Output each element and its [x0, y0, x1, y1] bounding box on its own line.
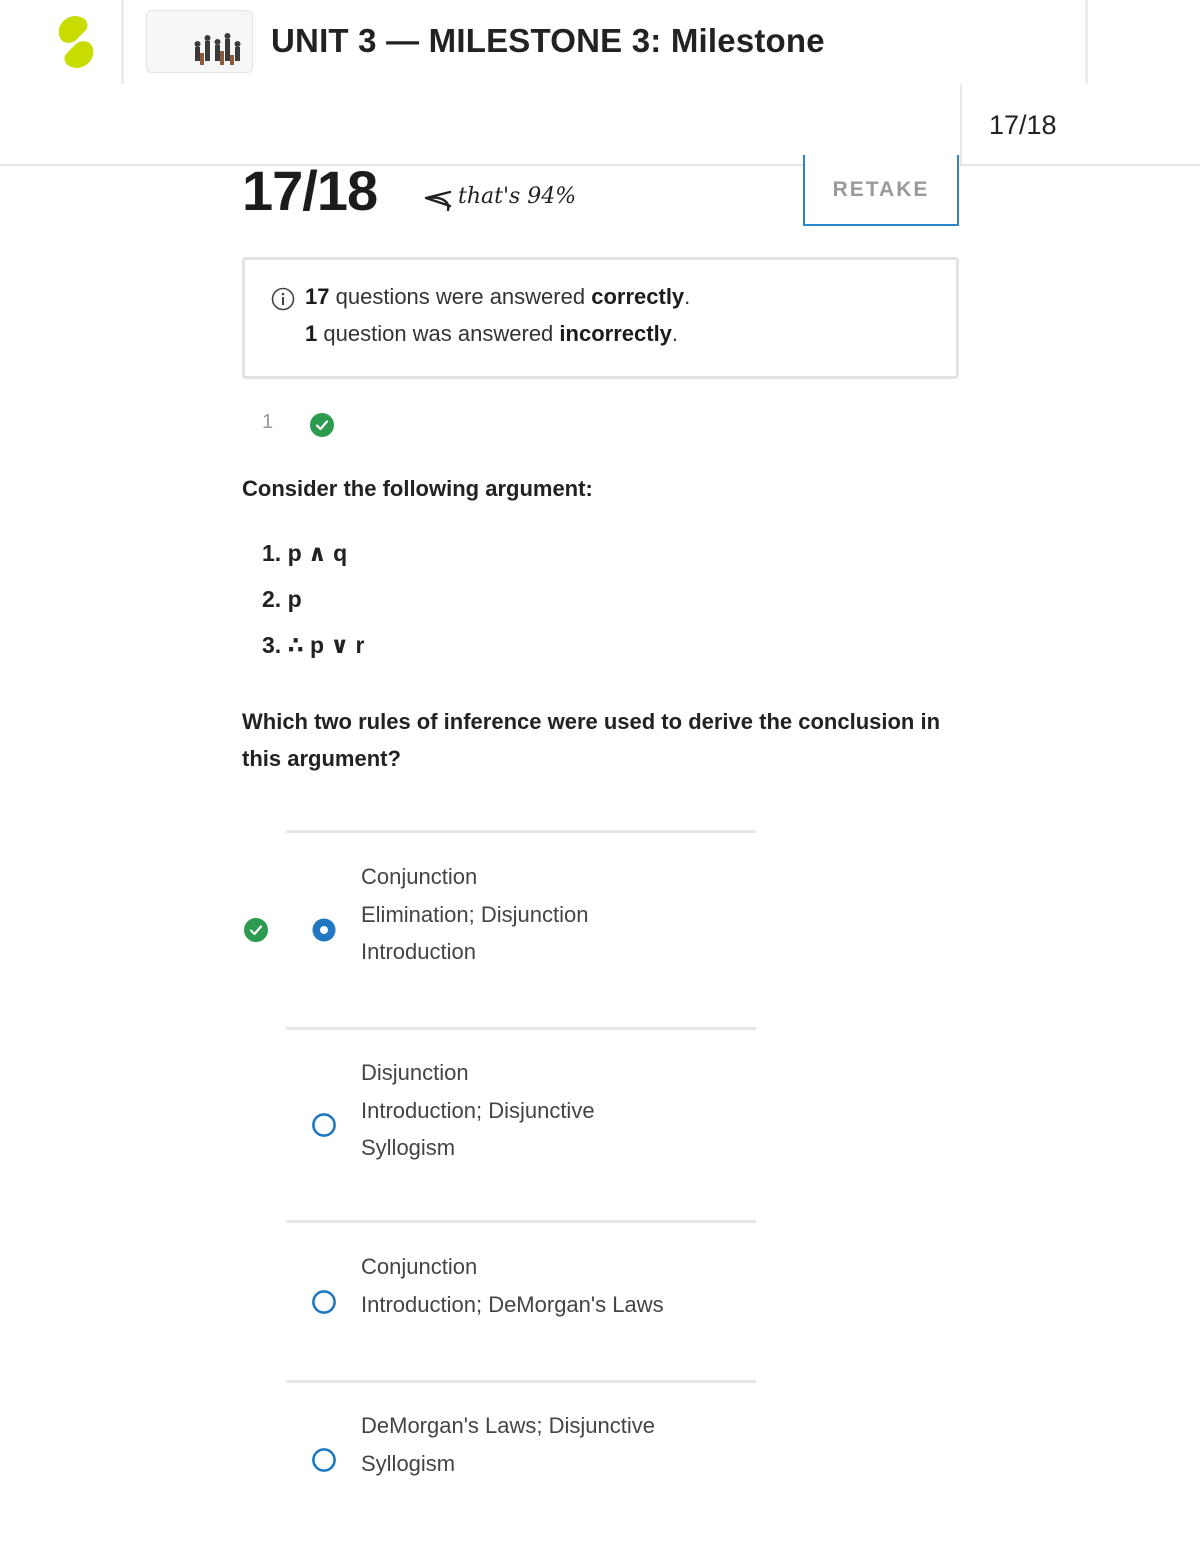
score-bar — [0, 84, 1200, 166]
page-title: UNIT 3 — MILESTONE 3: Milestone — [271, 22, 825, 59]
score-divider — [960, 84, 962, 166]
option-divider — [286, 1027, 756, 1030]
incorrect-text: question was answered — [323, 321, 554, 346]
top-header — [0, 0, 1200, 84]
check-circle-icon — [243, 917, 269, 943]
option-label[interactable] — [361, 1054, 595, 1167]
option-line: Introduction — [361, 939, 476, 964]
option-divider — [286, 1380, 756, 1383]
radio-unselected[interactable] — [311, 1447, 337, 1473]
course-thumbnail — [146, 10, 253, 73]
incorrect-summary — [305, 321, 678, 347]
correct-word: correctly — [591, 284, 685, 309]
radio-unselected[interactable] — [311, 1289, 337, 1315]
radio-unselected[interactable] — [311, 1112, 337, 1138]
option-line: Syllogism — [361, 1135, 456, 1160]
correct-summary — [305, 284, 690, 310]
results-summary — [242, 257, 959, 379]
chess-pieces-icon — [147, 11, 254, 74]
question-number[interactable]: 1 — [262, 411, 274, 433]
option-label[interactable] — [361, 858, 588, 971]
sophia-logo-icon[interactable] — [52, 14, 100, 70]
option-label[interactable] — [361, 1248, 664, 1323]
radio-selected[interactable] — [311, 917, 337, 943]
header-score: 17/18 — [989, 110, 1057, 140]
incorrect-word: incorrectly — [559, 321, 672, 346]
question-text: Which two rules of inference were used to derive the conclusion in this argument? — [242, 709, 941, 771]
header-divider — [121, 0, 124, 84]
argument-step: 3. ∴ p ∨ r — [262, 632, 365, 658]
incorrect-count: 1 — [305, 321, 318, 346]
option-line: Introduction; Disjunctive — [361, 1097, 595, 1123]
option-line: Disjunction — [361, 1060, 469, 1085]
check-circle-icon — [309, 412, 335, 438]
header-divider — [1085, 0, 1088, 84]
option-line: DeMorgan's Laws; Disjunctive — [361, 1413, 655, 1438]
option-divider — [286, 830, 756, 833]
argument-steps — [262, 540, 364, 678]
option-line: Introduction; DeMorgan's Laws — [361, 1291, 664, 1317]
argument-step: 2. p — [262, 586, 302, 612]
question-prompt: Consider the following argument: — [242, 476, 593, 501]
option-divider — [286, 1220, 756, 1223]
period: . — [684, 284, 691, 309]
option-line: Conjunction — [361, 1254, 478, 1279]
correct-count: 17 — [305, 284, 330, 309]
option-label[interactable] — [361, 1407, 655, 1482]
option-line: Conjunction — [361, 864, 478, 889]
percent-note: that's 94% — [458, 184, 577, 209]
correct-text: questions were answered — [335, 284, 586, 309]
retake-button[interactable]: RETAKE — [803, 155, 959, 226]
option-line: Syllogism — [361, 1450, 456, 1476]
total-score: 17/18 — [242, 159, 378, 222]
info-icon — [271, 287, 295, 311]
period: . — [671, 321, 679, 346]
argument-step: 1. p ∧ q — [262, 540, 348, 566]
option-line: Elimination; Disjunction — [361, 901, 589, 927]
